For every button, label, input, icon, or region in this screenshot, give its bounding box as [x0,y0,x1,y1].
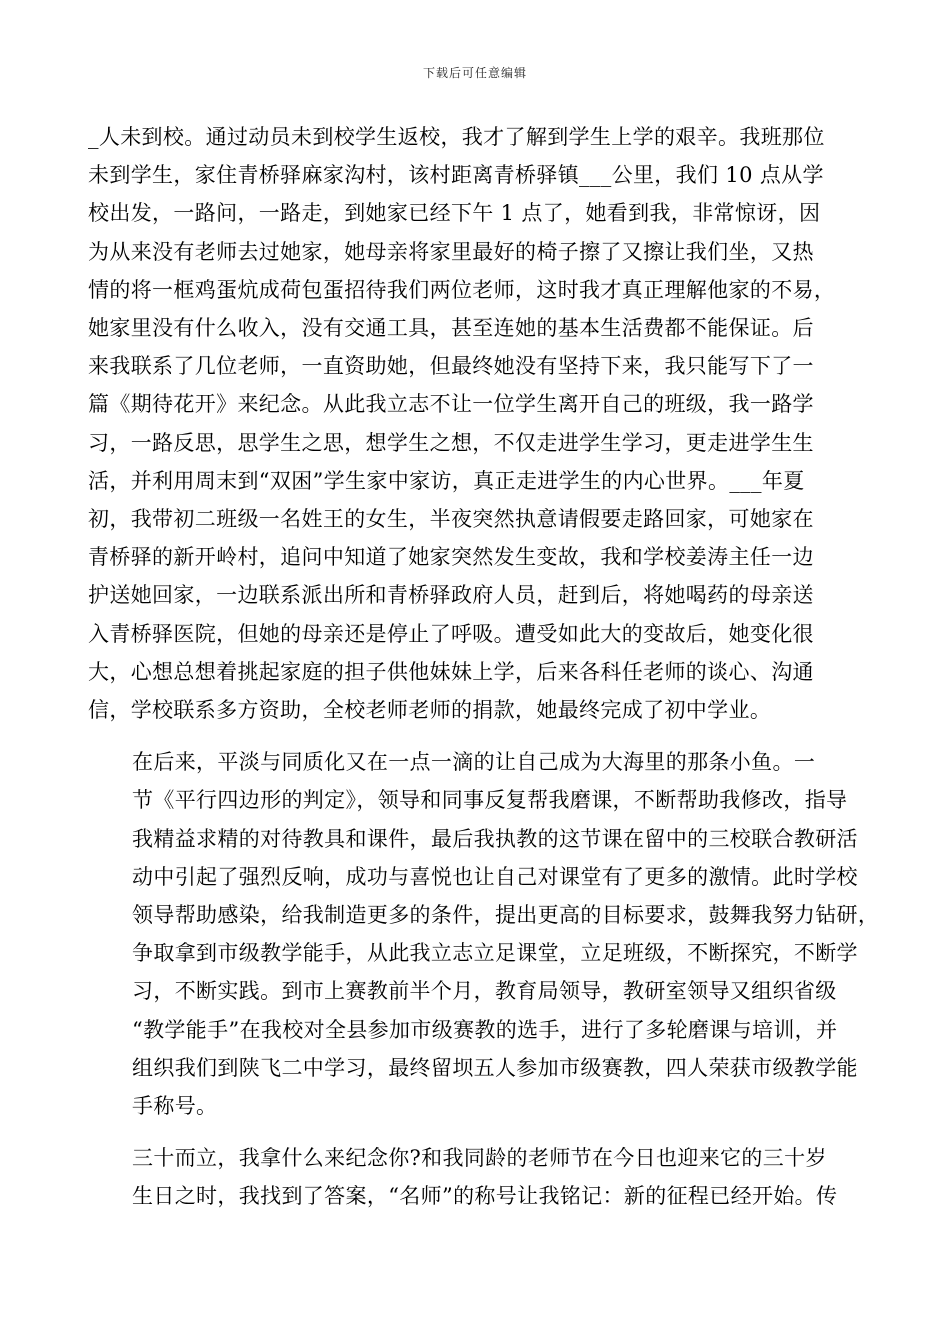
paragraph-2 [88,743,880,1125]
text-line: 未到学生，家住青桥驿麻家沟村，该村距离青桥驿镇___公里，我们 10 点从学 [88,163,824,188]
text-line: 情的将一框鸡蛋炕成荷包蛋招待我们两位老师，这时我才真正理解他家的不易， [88,277,836,302]
text-line: 篇《期待花开》来纪念。从此我立志不让一位学生离开自己的班级，我一路学 [88,392,814,417]
text-line: 活，并利用周末到“双困”学生家中家访，真正走进学生的内心世界。___年夏 [88,468,805,493]
text-line: 我精益求精的对待教具和课件，最后我执教的这节课在留中的三校联合教研活 [132,826,858,851]
text-line: 信，学校联系多方资助，全校老师老师的捐款，她最终完成了初中学业。 [88,698,772,723]
text-line: 手称号。 [132,1094,218,1119]
text-line: 护送她回家，一边联系派出所和青桥驿政府人员，赶到后，将她喝药的母亲送 [88,583,814,608]
text-line: 生日之时，我找到了答案，“名师”的称号让我铭记：新的征程已经开始。传 [132,1184,838,1209]
text-line: 动中引起了强烈反响，成功与喜悦也让自己对课堂有了更多的激情。此时学校 [132,864,858,889]
text-line: 争取拿到市级教学能手，从此我立志立足课堂，立足班级，不断探究，不断学 [132,941,858,966]
paragraph-1 [88,118,860,729]
text-line: 青桥驿的新开岭村，追问中知道了她家突然发生变故，我和学校姜涛主任一边 [88,545,814,570]
text-line: 她家里没有什么收入，没有交通工具，甚至连她的基本生活费都不能保证。后 [88,316,814,341]
paragraph-3 [88,1139,860,1215]
text-line: _人未到校。通过动员未到校学生返校，我才了解到学生上学的艰辛。我班那位 [88,125,825,149]
document-body [88,118,880,1216]
text-line: 在后来，平淡与同质化又在一点一滴的让自己成为大海里的那条小鱼。一 [132,750,816,775]
text-line: 初，我带初二班级一名姓王的女生，半夜突然执意请假要走路回家，可她家在 [88,507,814,532]
text-line: “教学能手”在我校对全县参加市级赛教的选手，进行了多轮磨课与培训，并 [132,1017,838,1042]
text-line: 习，不断实践。到市上赛教前半个月，教育局领导，教研室领导又组织省级 [132,979,837,1004]
text-line: 领导帮助感染，给我制造更多的条件，提出更高的目标要求，鼓舞我努力钻研， [132,903,880,928]
text-line: 来我联系了几位老师，一直资助她，但最终她没有坚持下来，我只能写下了一 [88,354,814,379]
text-line: 入青桥驿医院，但她的母亲还是停止了呼吸。遭受如此大的变故后，她变化很 [88,621,814,646]
page-header: 下载后可任意编辑 [422,66,527,80]
text-line: 三十而立，我拿什么来纪念你?和我同龄的老师节在今日也迎来它的三十岁 [132,1146,827,1171]
text-line: 习，一路反思，思学生之思，想学生之想，不仅走进学生学习，更走进学生生 [88,430,814,455]
text-line: 节《平行四边形的判定》，领导和同事反复帮我磨课，不断帮助我修改，指导 [132,788,848,813]
text-line: 校出发，一路问，一路走，到她家已经下午 1 点了，她看到我，非常惊讶，因 [88,201,821,226]
text-line: 大，心想总想着挑起家庭的担子供他妹妹上学，后来各科任老师的谈心、沟通 [88,659,814,684]
text-line: 为从来没有老师去过她家，她母亲将家里最好的椅子擦了又擦让我们坐，又热 [88,239,814,264]
text-line: 组织我们到陕飞二中学习，最终留坝五人参加市级赛教，四人荣获市级教学能 [132,1055,858,1080]
